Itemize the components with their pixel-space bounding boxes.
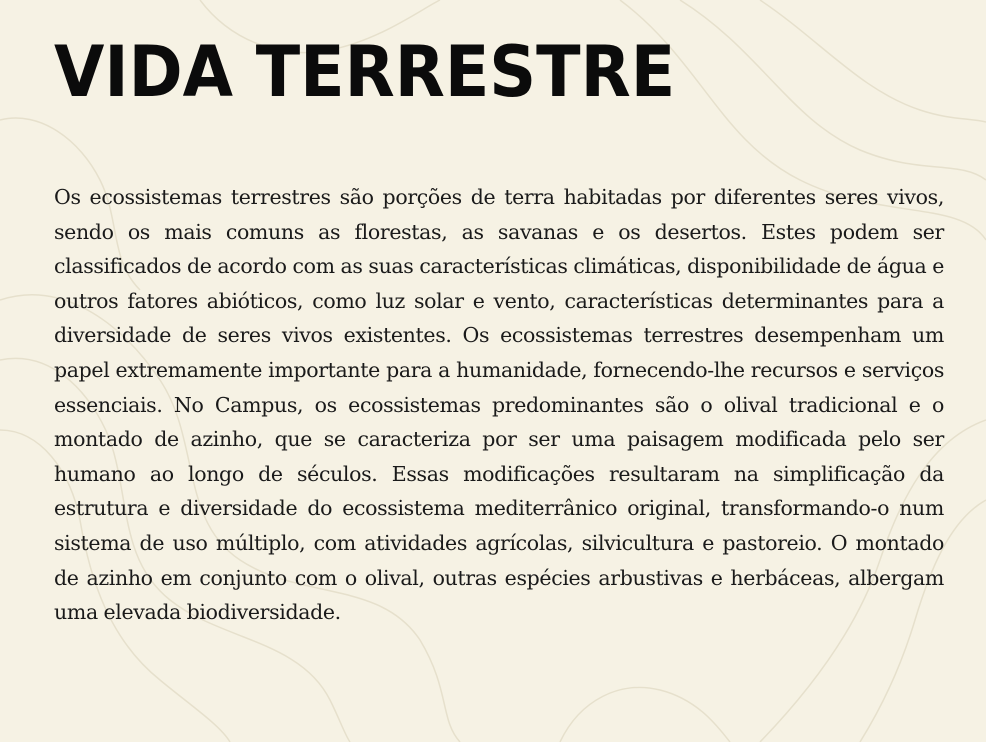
content-area xyxy=(54,30,944,630)
page-title: VIDA TERRESTRE xyxy=(54,31,676,113)
body-paragraph: Os ecossistemas terrestres são porções de terra habitadas por diferentes seres vivos, sendo os mais comuns as florestas, as savanas e os desertos. Estes podem ser classificados de acordo com as suas características climáticas, disponibilidade de água e outros fatores abióticos, como luz solar e vento, características determinantes para a diversidade de seres vivos existentes. Os ecossistemas terrestres desempenham um papel extremamente importante para a humanidade, fornecendo-lhe recursos e serviços essenciais. No Campus, os ecossistemas predominantes são o olival tradicional e o montado de azinho, que se caracteriza por ser uma paisagem modificada pelo ser humano ao longo de séculos. Essas modificações resultaram na simplificação da estrutura e diversidade do ecossistema mediterrânico original, transformando-o num sistema de uso múltiplo, com atividades agrícolas, silvicultura e pastoreio. O montado de azinho em conjunto com o olival, outras espécies arbustivas e herbáceas, albergam uma elevada biodiversidade. xyxy=(54,185,944,625)
